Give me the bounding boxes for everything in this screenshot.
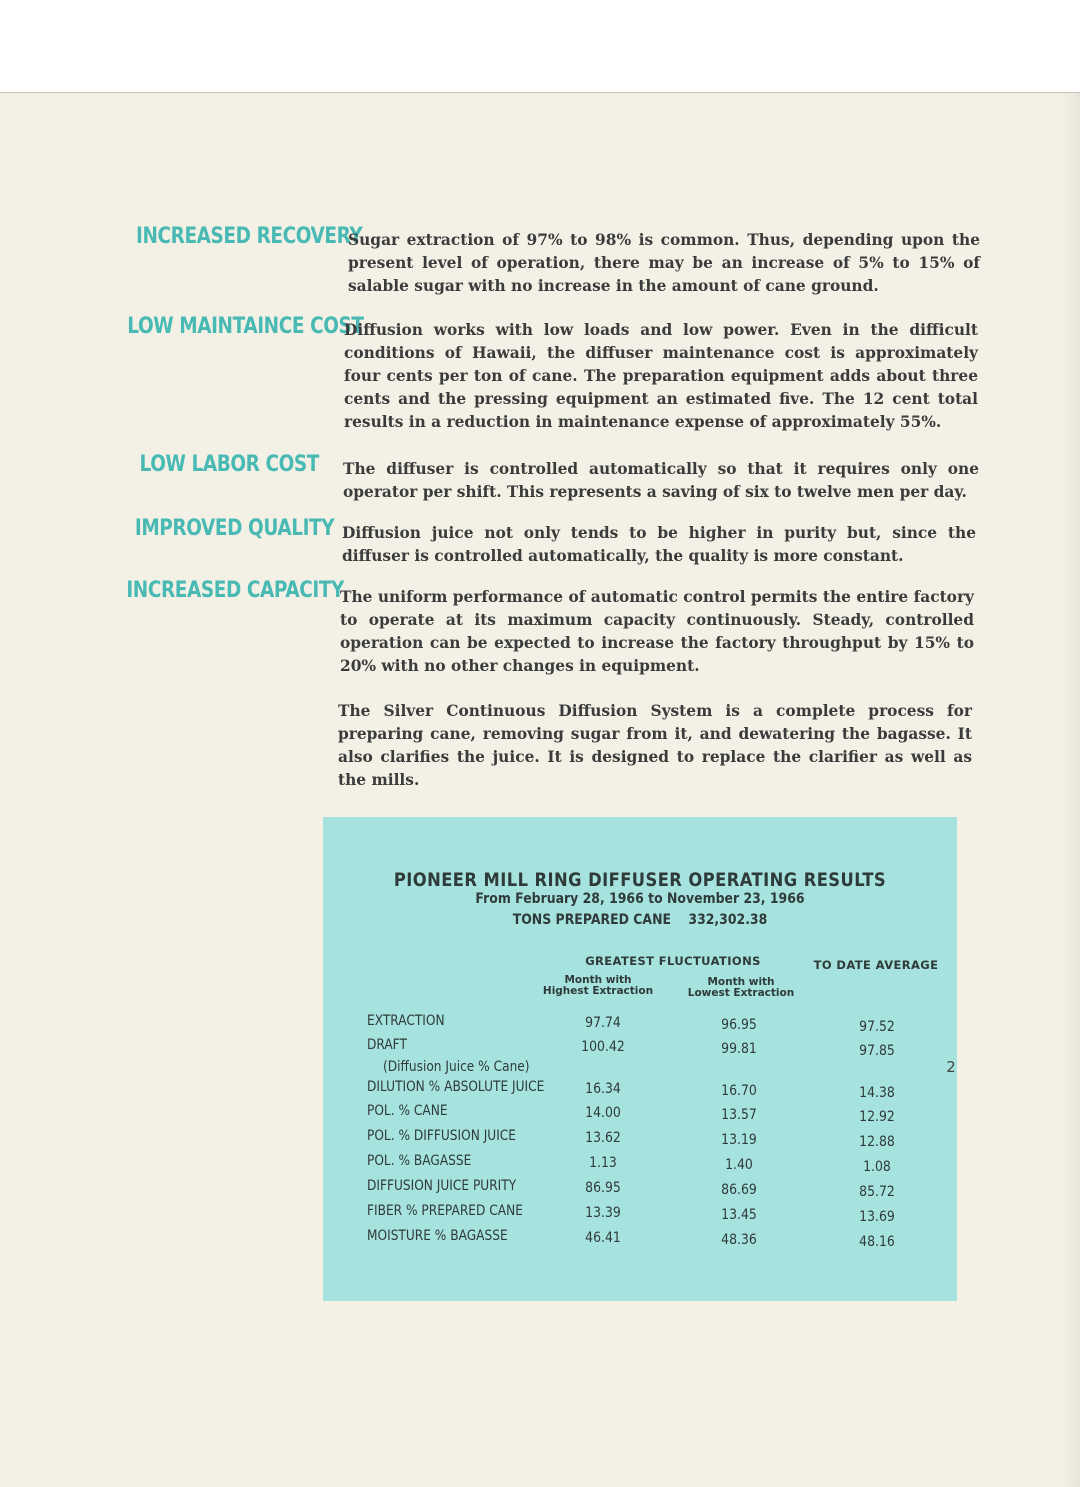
- table-row: [323, 1203, 957, 1227]
- table-tons-line: TONS PREPARED CANE 332,302.38: [512, 912, 768, 928]
- value-average: 48.16: [859, 1234, 895, 1250]
- value-average: 97.52: [859, 1019, 895, 1035]
- column-header-average: TO DATE AVERAGE: [813, 958, 939, 972]
- feature-heading: INCREASED CAPACITY: [126, 578, 344, 603]
- value-highest: 14.00: [585, 1105, 621, 1121]
- value-average: 12.92: [859, 1109, 895, 1125]
- value-highest: 46.41: [585, 1230, 621, 1246]
- table-row: [323, 1013, 957, 1037]
- column-group-header: GREATEST FLUCTUATIONS: [585, 954, 761, 968]
- table-row: [323, 1037, 957, 1085]
- column-header-highest: Month with Highest Extraction: [542, 974, 654, 997]
- feature-heading: LOW MAINTAINCE COST: [127, 314, 364, 339]
- page-number: 2: [946, 1058, 956, 1076]
- feature-text: The uniform performance of automatic control permits the entire factory to operate at its maximum capacity continuously. Steady, controlled operation can be expected to increase the factory throughput by 15% to 20% with no other changes in equipment.: [340, 588, 974, 675]
- value-lowest: 16.70: [721, 1083, 757, 1099]
- value-highest: 86.95: [585, 1180, 621, 1196]
- row-label: EXTRACTION: [367, 1013, 445, 1029]
- row-label: MOISTURE % BAGASSE: [367, 1228, 508, 1244]
- table-row: [323, 1079, 957, 1103]
- table-row: [323, 1103, 957, 1127]
- row-label: POL. % BAGASSE: [367, 1153, 472, 1169]
- table-row: [323, 1153, 957, 1177]
- value-average: 14.38: [859, 1085, 895, 1101]
- table-title: PIONEER MILL RING DIFFUSER OPERATING RESULTS: [393, 869, 887, 891]
- feature-text: Sugar extraction of 97% to 98% is common. Thus, depending upon the present level of operation, there may be an increase of 5% to 15% of salable sugar with no increase in the amount of cane ground.: [348, 231, 980, 295]
- value-lowest: 86.69: [721, 1182, 757, 1198]
- value-highest: 13.62: [585, 1130, 621, 1146]
- value-highest: 1.13: [589, 1155, 617, 1171]
- value-highest: 13.39: [585, 1205, 621, 1221]
- row-label: DIFFUSION JUICE PURITY: [367, 1178, 517, 1194]
- table-row: [323, 1178, 957, 1202]
- value-average: 13.69: [859, 1209, 895, 1225]
- value-average: 12.88: [859, 1134, 895, 1150]
- column-header-lowest: Month with Lowest Extraction: [687, 976, 795, 999]
- feature-text: The diffuser is controlled automatically so that it requires only one operator per shift. This represents a saving of six to twelve men per day.: [343, 460, 979, 501]
- table-row: [323, 1128, 957, 1152]
- value-highest: 16.34: [585, 1081, 621, 1097]
- row-label: POL. % DIFFUSION JUICE: [367, 1128, 517, 1144]
- row-label: DRAFT: [367, 1037, 407, 1053]
- value-lowest: 13.57: [721, 1107, 757, 1123]
- results-panel: [323, 817, 957, 1301]
- value-lowest: 13.45: [721, 1207, 757, 1223]
- feature-text: Diffusion works with low loads and low power. Even in the difficult conditions of Hawaii, the diffuser maintenance cost is approximately four cents per ton of cane. The preparation equipment adds about three cents and the pressing equipment an estimated five. The 12 cent total results in a reduction in maintenance expense of approximately 55%.: [344, 321, 978, 431]
- value-lowest: 13.19: [721, 1132, 757, 1148]
- value-average: 97.85: [859, 1043, 895, 1059]
- row-sublabel: (Diffusion Juice % Cane): [383, 1059, 530, 1075]
- summary-paragraph: The Silver Continuous Diffusion System is a complete process for preparing cane, removing sugar from it, and dewatering the bagasse. It also clarifies the juice. It is designed to replace the clarifier as well as the mills.: [338, 702, 972, 789]
- table-row: [323, 1228, 957, 1252]
- value-lowest: 1.40: [725, 1157, 753, 1173]
- feature-heading: LOW LABOR COST: [139, 452, 319, 477]
- value-lowest: 48.36: [721, 1232, 757, 1248]
- feature-heading: INCREASED RECOVERY: [136, 224, 363, 249]
- row-label: DILUTION % ABSOLUTE JUICE: [367, 1079, 545, 1095]
- feature-text: Diffusion juice not only tends to be higher in purity but, since the diffuser is controlled automatically, the quality is more constant.: [342, 524, 976, 565]
- value-highest: 97.74: [585, 1015, 621, 1031]
- row-label: POL. % CANE: [367, 1103, 448, 1119]
- value-lowest: 96.95: [721, 1017, 757, 1033]
- value-highest: 100.42: [581, 1039, 625, 1055]
- value-average: 1.08: [863, 1159, 891, 1175]
- table-date-range: From February 28, 1966 to November 23, 1966: [475, 891, 805, 907]
- value-lowest: 99.81: [721, 1041, 757, 1057]
- feature-heading: IMPROVED QUALITY: [134, 516, 335, 541]
- row-label: FIBER % PREPARED CANE: [367, 1203, 523, 1219]
- value-average: 85.72: [859, 1184, 895, 1200]
